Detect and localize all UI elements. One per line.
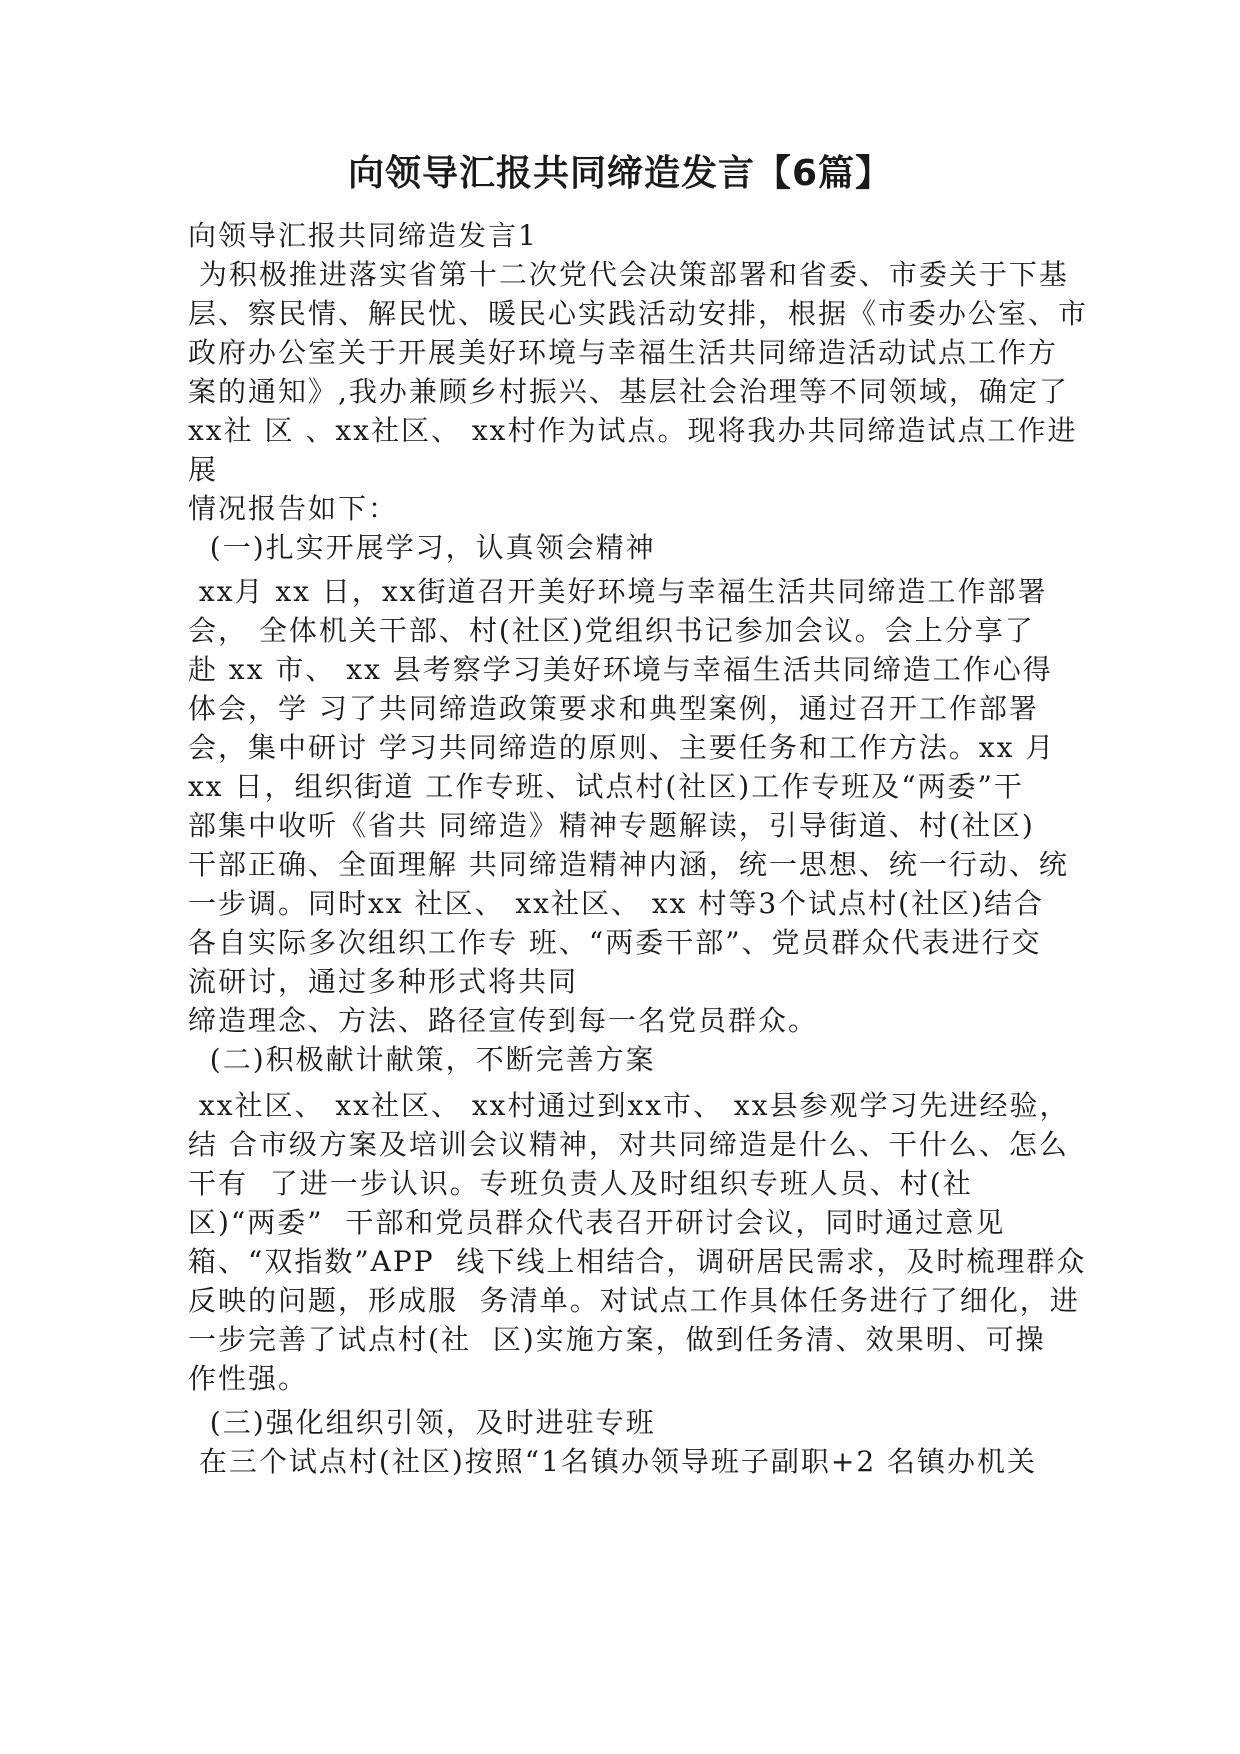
paragraph-line: 缔造理念、方法、路径宣传到每一名党员群众。 xyxy=(188,1004,819,1037)
paragraph-line: 各自实际多次组织工作专 班、“两委干部”、党员群众代表进行交 xyxy=(188,926,1042,959)
paragraph-line: xx社区、 xx社区、 xx村通过到xx市、 xx县参观学习先进经验， xyxy=(188,1089,1070,1122)
paragraph-line: 部集中收听《省共 同缔造》精神专题解读，引导街道、村(社区) xyxy=(188,809,1035,842)
paragraph-line: 一步完善了试点村(社 区)实施方案，做到任务清、效果明、可操 xyxy=(188,1323,1046,1356)
paragraph-line: 会， 全体机关干部、村(社区)党组织书记参加会议。会上分享了 xyxy=(188,614,1035,647)
paragraph-line: 展 xyxy=(188,453,219,486)
paragraph-line: 结 合市级方案及培训会议精神，对共同缔造是什么、干什么、怎么 xyxy=(188,1128,1069,1161)
paragraph-line: 箱、“双指数”APP 线下线上相结合，调研居民需求，及时梳理群众 xyxy=(188,1245,1087,1278)
paragraph-line: 干部正确、全面理解 共同缔造精神内涵，统一思想、统一行动、统 xyxy=(188,848,1069,881)
paragraph-line: 体会，学 习了共同缔造政策要求和典型案例，通过召开工作部署 xyxy=(188,692,1039,725)
paragraph-line: 区)“两委” 干部和党员群众代表召开研讨会议，同时通过意见 xyxy=(188,1206,1006,1239)
paragraph-line: 政府办公室关于开展美好环境与幸福生活共同缔造活动试点工作方 xyxy=(188,336,1059,369)
section-heading: 向领导汇报共同缔造发言1 xyxy=(188,219,538,252)
paragraph-line: 层、察民情、解民忧、暖民心实践活动安排，根据《市委办公室、市 xyxy=(188,297,1089,330)
paragraph-line: 为积极推进落实省第十二次党代会决策部署和省委、市委关于下基 xyxy=(188,258,1069,291)
subsection-heading: (三)强化组织引领，及时进驻专班 xyxy=(188,1406,656,1439)
document-title: 向领导汇报共同缔造发言【6篇】 xyxy=(347,153,893,194)
paragraph-line: 流研讨，通过多种形式将共同 xyxy=(188,965,579,998)
paragraph-line: xx 日，组织街道 工作专班、试点村(社区)工作专班及“两委”干 xyxy=(188,770,1024,803)
paragraph-line: xx社 区 、xx社区、 xx村作为试点。现将我办共同缔造试点工作进 xyxy=(188,414,1078,447)
subsection-heading: (二)积极献计献策，不断完善方案 xyxy=(188,1043,656,1076)
paragraph-line: 在三个试点村(社区)按照“1名镇办领导班子副职+2 名镇办机关 xyxy=(188,1445,1038,1478)
paragraph-line: xx月 xx 日，xx街道召开美好环境与幸福生活共同缔造工作部署 xyxy=(188,575,1048,608)
paragraph-line: 案的通知》,我办兼顾乡村振兴、基层社会治理等不同领域，确定了 xyxy=(188,375,1069,408)
paragraph-line: 作性强。 xyxy=(188,1362,309,1395)
paragraph-line: 赴 xx 市、 xx 县考察学习美好环境与幸福生活共同缔造工作心得 xyxy=(188,653,1053,686)
paragraph-line: 一步调。同时xx 社区、 xx社区、 xx 村等3个试点村(社区)结合 xyxy=(188,887,1045,920)
paragraph-line: 会，集中研讨 学习共同缔造的原则、主要任务和工作方法。xx 月 xyxy=(188,731,1056,764)
paragraph-line: 情况报告如下： xyxy=(188,492,399,525)
paragraph-line: 反映的问题，形成服 务清单。对试点工作具体任务进行了细化，进 xyxy=(188,1284,1080,1317)
paragraph-line: 干有 了进一步认识。专班负责人及时组织专班人员、村(社 xyxy=(188,1167,973,1200)
subsection-heading: (一)扎实开展学习，认真领会精神 xyxy=(188,531,656,564)
